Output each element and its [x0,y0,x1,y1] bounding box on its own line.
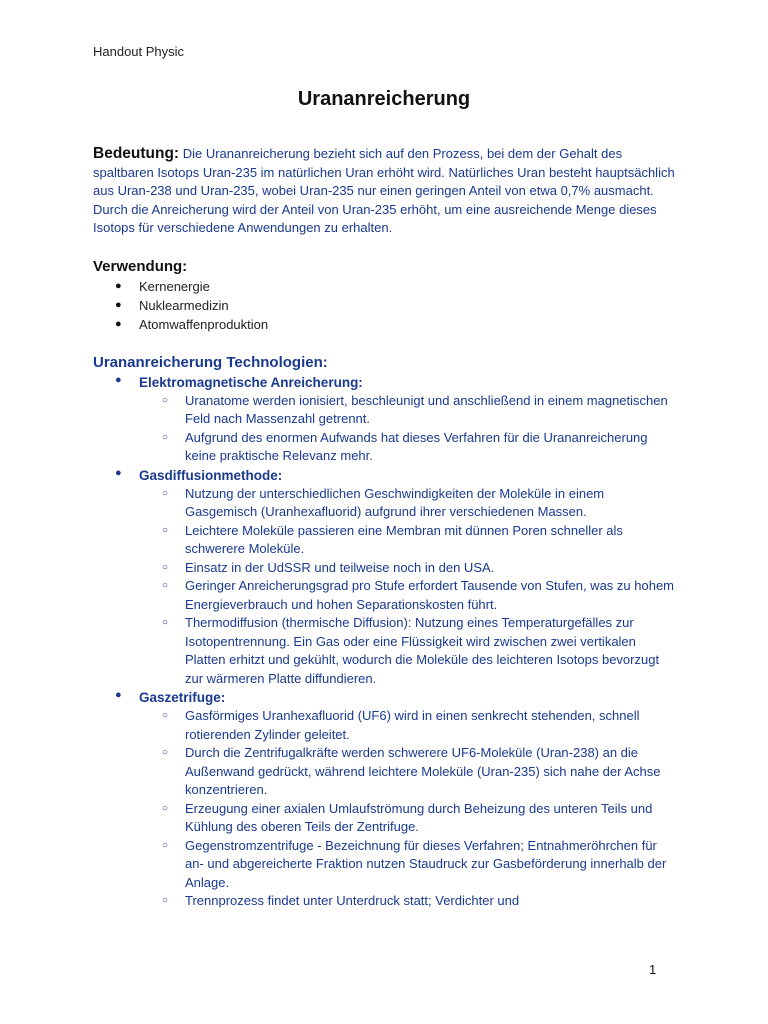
method-item [93,688,678,911]
list-item [139,485,678,522]
bullet-icon: ● [115,279,122,292]
list-item-text: Einsatz in der UdSSR und teilweise noch in den USA. [185,559,495,575]
method-points [139,392,678,466]
page-header: Handout Physic [93,44,185,59]
bedeutung-paragraph [93,145,678,238]
circle-bullet-icon: ○ [162,487,169,499]
method-label: Elektromagnetische Anreicherung: [139,374,363,390]
bedeutung-heading: Bedeutung: [93,145,180,162]
method-label: Gasdiffusionmethode: [139,467,283,483]
list-item [93,315,678,334]
list-item-text: Atomwaffenproduktion [139,316,269,332]
list-item-text: Aufgrund des enormen Aufwands hat dieses Verfahren für die Urananreicherung keine praktische Relevanz mehr. [185,429,648,464]
method-label: Gaszetrifuge: [139,690,226,706]
list-item [139,614,678,688]
list-item [139,559,678,578]
technologien-heading: Urananreicherung Technologien: [93,353,328,371]
list-item-text: Thermodiffusion (thermische Diffusion): Nutzung eines Temperaturgefälles zur Isotopentrennung. Ein Gas oder eine Flüssigkeit wird zwischen zwei vertikalen Platten erhitzt und gekühlt, wodurch die Moleküle des leichteren Isotops bevorzugt zur wärmeren Platte diffundieren. [185,615,660,686]
list-item [139,429,678,466]
method-item [93,373,678,466]
bullet-icon: ● [115,317,122,330]
list-item-text: Gasförmiges Uranhexafluorid (UF6) wird in einen senkrecht stehenden, schnell rotierenden Zylinder geleitet. [185,708,640,742]
circle-bullet-icon: ○ [162,580,169,592]
technologien-list [93,373,678,911]
list-item-text: Geringer Anreicherungsgrad pro Stufe erfordert Tausende von Stufen, was zu hohem Energieverbrauch und hohen Separationskosten führt. [185,578,674,612]
bullet-icon: ● [115,373,122,386]
circle-bullet-icon: ○ [162,561,169,573]
list-item-text: Erzeugung einer axialen Umlaufströmung durch Beheizung des unteren Teils und Kühlung des oberen Teils der Zentrifuge. [185,800,653,835]
list-item [139,800,678,837]
bullet-icon: ● [115,298,122,311]
list-item [93,296,678,315]
page-title: Urananreicherung [297,88,471,110]
circle-bullet-icon: ○ [162,710,169,722]
list-item-text: Durch die Zentrifugalkräfte werden schwerere UF6-Moleküle (Uran-238) an die Außenwand gedrückt, während leichtere Moleküle (Uran-235) sich nahe der Achse konzentrieren. [185,745,661,798]
list-item [139,392,678,429]
circle-bullet-icon: ○ [162,895,169,907]
list-item [139,837,678,893]
verwendung-list [93,277,678,334]
circle-bullet-icon: ○ [162,617,169,629]
list-item-text: Gegenstromzentrifuge - Bezeichnung für dieses Verfahren; Entnahmeröhrchen für an- und abgereicherte Fraktion nutzen Staudruck zur Gasbeförderung innerhalb der Anlage. [185,837,667,890]
list-item [139,707,678,744]
list-item [93,277,678,296]
bedeutung-text: Die Urananreicherung bezieht sich auf den Prozess, bei dem der Gehalt des spaltbaren Isotops Uran-235 im natürlichen Uran erhöht wird. Natürliches Uran besteht hauptsächlich aus Uran-238 und Uran-235, wobei Uran-235 nur einen geringen Anteil von etwa 0,7% ausmacht. Durch die Anreicherung wird der Anteil von Uran-235 erhöht, um eine ausreichende Menge dieses Isotops für verschiedene Anwendungen zu erhalten. [93,146,675,236]
list-item [139,892,678,911]
list-item-text: Uranatome werden ionisiert, beschleunigt und anschließend in einem magnetischen Feld nach Massenzahl getrennt. [185,392,668,427]
circle-bullet-icon: ○ [162,394,169,406]
list-item-text: Trennprozess findet unter Unterdruck statt; Verdichter und [185,893,520,909]
list-item-text: Nuklearmedizin [139,297,229,313]
bullet-icon: ● [115,689,122,702]
list-item [139,744,678,800]
verwendung-heading: Verwendung: [93,257,188,275]
circle-bullet-icon: ○ [162,802,169,814]
bullet-icon: ● [115,466,122,479]
list-item [139,522,678,559]
circle-bullet-icon: ○ [162,747,169,759]
method-item [93,466,678,689]
document-body [93,145,678,911]
circle-bullet-icon: ○ [162,431,169,443]
list-item-text: Kernenergie [139,278,210,294]
circle-bullet-icon: ○ [162,524,169,536]
method-points [139,485,678,689]
list-item-text: Leichtere Moleküle passieren eine Membran mit dünnen Poren schneller als schwerere Moleküle. [185,522,623,557]
method-points [139,707,678,911]
circle-bullet-icon: ○ [162,839,169,851]
list-item [139,577,678,614]
list-item-text: Nutzung der unterschiedlichen Geschwindigkeiten der Moleküle in einem Gasgemisch (Uranhexafluorid) aufgrund ihrer verschiedenen Massen. [185,485,605,520]
page-number: 1 [649,962,657,977]
